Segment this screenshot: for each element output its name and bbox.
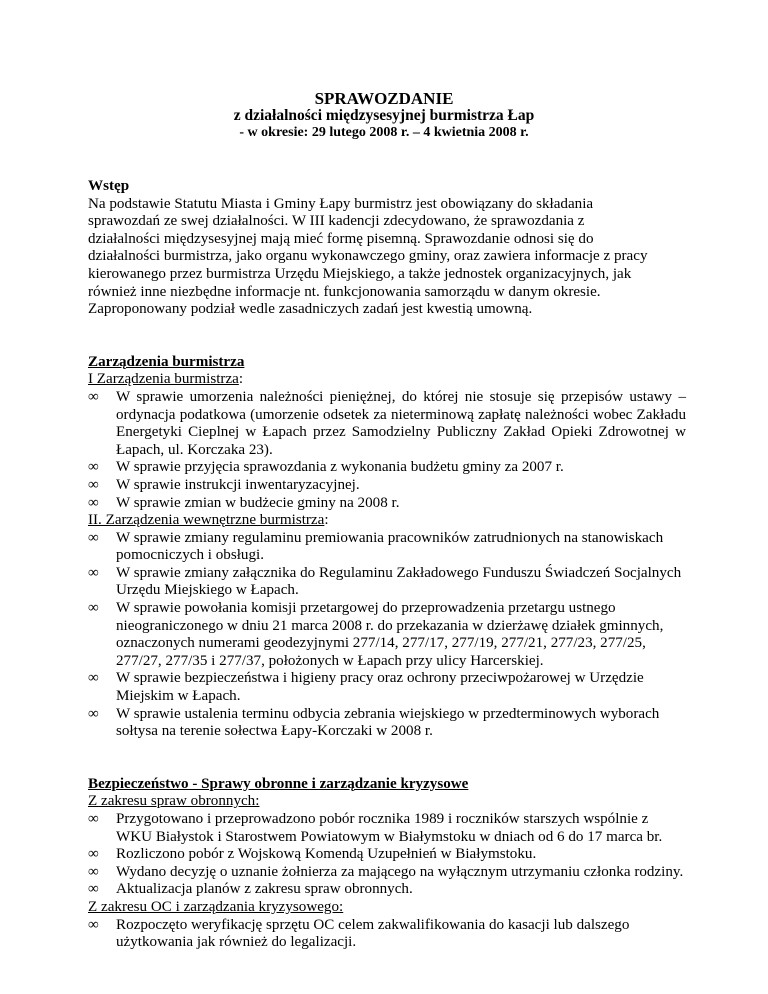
orders-group2-label: II. Zarządzenia wewnętrzne burmistrza: <box>88 512 329 529</box>
security-group2-list <box>88 917 686 952</box>
intro-heading: Wstęp <box>88 178 130 194</box>
intro-line: kierowanego przez burmistrza Urzędu Miejskiego, a także jednostek organizacyjnych, jak <box>88 265 632 282</box>
infinity-bullet-icon: ∞ <box>88 600 99 617</box>
infinity-bullet-icon: ∞ <box>88 916 99 933</box>
list-item: ∞ Przygotowano i przeprowadzono pobór rocznika 1989 i roczników starszych wspólnie z WKU Białystok i Starostwem Powiatowym w Białymstoku w dniach od 6 do 17 marca br. <box>88 811 663 845</box>
list-item: ∞ W sprawie umorzenia należności pieniężnej, do której nie stosuje się przepisów ustawy – ordynacja podatkowa (umorzenie odsetek za nieterminową zapłatę należności wobec Zakładu Energetyki Cieplnej w Łapach przez Samodzielny Publiczny Zakład Opieki Zdrowotnej w Łapach, ul. Korczaka 23). <box>88 388 686 458</box>
list-item: ∞ W sprawie zmian w budżecie gminy na 2008 r. <box>88 494 400 511</box>
list-item: ∞ W sprawie przyjęcia sprawozdania z wykonania budżetu gminy za 2007 r. <box>88 459 564 476</box>
document-title: SPRAWOZDANIE <box>314 89 454 108</box>
security-group1-list <box>88 811 686 899</box>
infinity-bullet-icon: ∞ <box>88 705 99 722</box>
infinity-bullet-icon: ∞ <box>88 529 99 546</box>
infinity-bullet-icon: ∞ <box>88 476 99 493</box>
security-heading: Bezpieczeństwo - Sprawy obronne i zarządzanie kryzysowe <box>88 775 469 792</box>
orders-group2-list <box>88 530 686 741</box>
infinity-bullet-icon: ∞ <box>88 494 99 511</box>
list-item: ∞ W sprawie powołania komisji przetargowej do przeprowadzenia przetargu ustnego nieograniczonego w dniu 21 marca 2008 r. do przekazania w dzierżawę działek gminnych, oznaczonych numerami geodezyjnymi 277/14, 277/17, 277/19, 277/21, 277/23, 277/25, 277/27, 277/35 i 277/37, położonych w Łapach przy ulicy Harcerskiej. <box>88 600 664 669</box>
infinity-bullet-icon: ∞ <box>88 846 99 863</box>
intro-paragraph <box>88 196 686 319</box>
infinity-bullet-icon: ∞ <box>88 670 99 687</box>
infinity-bullet-icon: ∞ <box>88 881 99 898</box>
orders-group1-list <box>88 389 686 512</box>
intro-line: działalności międzysesyjnej mają mieć formę pisemną. Sprawozdanie odnosi się do <box>88 230 594 247</box>
document-subtitle: z działalności międzysesyjnej burmistrza Łap <box>233 107 535 124</box>
security-group1-label: Z zakresu spraw obronnych: <box>88 793 260 810</box>
list-item: ∞ Rozliczono pobór z Wojskową Komendą Uzupełnień w Białymstoku. <box>88 846 537 863</box>
list-item: ∞ Rozpoczęto weryfikację sprzętu OC celem zakwalifikowania do kasacji lub dalszego użytkowania jak również do legalizacji. <box>88 916 630 951</box>
intro-line: Na podstawie Statutu Miasta i Gminy Łapy burmistrz jest obowiązany do składania <box>88 195 594 212</box>
document-period: - w okresie: 29 lutego 2008 r. – 4 kwietnia 2008 r. <box>239 125 529 140</box>
list-item: ∞ Aktualizacja planów z zakresu spraw obronnych. <box>88 881 413 898</box>
document-body <box>88 178 686 952</box>
infinity-bullet-icon: ∞ <box>88 863 99 880</box>
list-item: ∞ W sprawie instrukcji inwentaryzacyjnej. <box>88 476 360 493</box>
orders-heading: Zarządzenia burmistrza <box>88 353 245 370</box>
list-item: ∞ W sprawie zmiany regulaminu premiowania pracowników zatrudnionych na stanowiskach pomocniczych i obsługi. <box>88 529 664 564</box>
security-group2-label: Z zakresu OC i zarządzania kryzysowego: <box>88 898 344 915</box>
infinity-bullet-icon: ∞ <box>88 564 99 581</box>
list-item: ∞ W sprawie bezpieczeństwa i higieny pracy oraz ochrony przeciwpożarowej w Urzędzie Miejskim w Łapach. <box>88 670 644 705</box>
list-item: ∞ W sprawie zmiany załącznika do Regulaminu Zakładowego Funduszu Świadczeń Socjalnych Urzędu Miejskiego w Łapach. <box>88 564 682 599</box>
list-item: ∞ W sprawie ustalenia terminu odbycia zebrania wiejskiego w przedterminowych wyborach sołtysa na terenie sołectwa Łapy-Korczaki w 2008 r. <box>88 705 660 740</box>
infinity-bullet-icon: ∞ <box>88 459 99 476</box>
orders-group1-label: I Zarządzenia burmistrza: <box>88 371 244 388</box>
intro-line: Zaproponowany podział wedle zasadniczych zadań jest kwestią umowną. <box>88 301 533 318</box>
list-item: ∞ Wydano decyzję o uznanie żołnierza za mającego na wyłącznym utrzymaniu członka rodziny. <box>88 863 684 880</box>
infinity-bullet-icon: ∞ <box>88 388 99 405</box>
intro-line: również inne niezbędne informacje nt. funkcjonowania samorządu w danym okresie. <box>88 283 601 300</box>
intro-line: sprawozdań ze swej działalności. W III kadencji zdecydowano, że sprawozdania z <box>88 213 585 230</box>
infinity-bullet-icon: ∞ <box>88 811 99 827</box>
intro-line: działalności burmistrza, jako organu wykonawczego gminy, oraz zawiera informacje z pracy <box>88 248 648 265</box>
